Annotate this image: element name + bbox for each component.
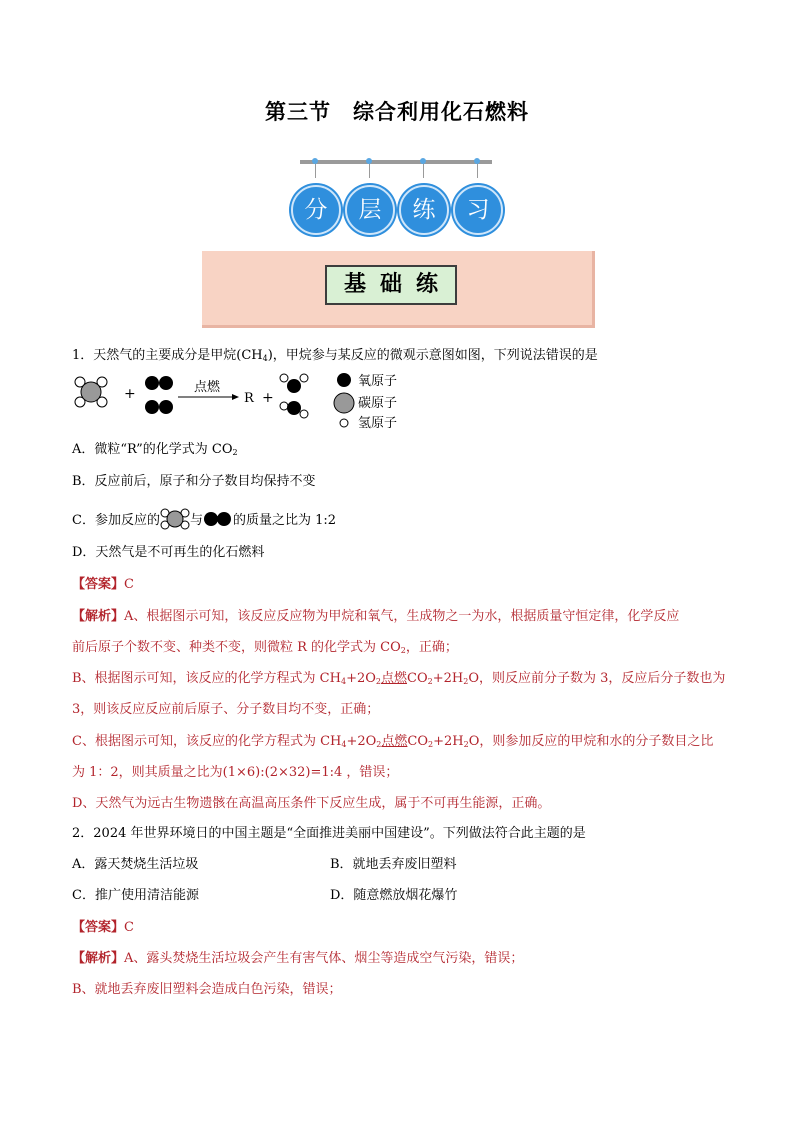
legend-hydrogen: 氢原子 <box>358 416 398 431</box>
section-banner-label: 基础练 <box>325 265 457 305</box>
methane-inline-icon <box>160 508 190 530</box>
q2-option-c: C．推广使用清洁能源 <box>72 888 199 903</box>
badge-pin <box>420 158 426 164</box>
badge-char: 层 <box>345 185 395 235</box>
q1-option-a: A．微粒“R”的化学式为 $CO_2$ <box>72 442 238 457</box>
q1-analysis-b1: B、根据图示可知，该反应的化学方程式为 $CH_4+2O_2$点燃$CO_2+2H_2O$，则反应前分子数为 3，反应后分子数也为 <box>72 671 726 686</box>
title-section: 第三节 <box>265 100 331 124</box>
plus-sign: + <box>262 390 274 406</box>
reaction-diagram <box>72 370 412 434</box>
legend-carbon: 碳原子 <box>358 396 398 411</box>
badge-string <box>315 162 316 178</box>
water-molecules <box>280 374 308 418</box>
q1-option-c: C．参加反应的 与 的质量之比为 1:2 <box>72 508 336 531</box>
badge-hanger-bar <box>300 160 492 164</box>
q1-analysis-c1: C、根据图示可知，该反应的化学方程式为 $CH_4+2O_2$点燃$CO_2+2H_2O$，则参加反应的甲烷和水的分子数目之比 <box>72 734 714 749</box>
badge-char: 练 <box>399 185 449 235</box>
title-topic: 综合利用化石燃料 <box>353 100 529 124</box>
q1-analysis-a1: 【解析】A、根据图示可知，该反应反应物为甲烷和氧气，生成物之一为水，根据质量守恒定律，化学反应 <box>72 609 680 624</box>
oxygen-molecules <box>145 376 173 414</box>
badge-pin <box>474 158 480 164</box>
q1-analysis-c2: 为 1：2，则其质量之比为(1×6):(2×32)=1:4 ，错误； <box>72 765 399 780</box>
oxygen-atom-icon <box>337 373 351 387</box>
q1-answer: 【答案】C <box>72 577 134 592</box>
q2-analysis-b1: B、就地丢弃废旧塑料会造成白色污染，错误； <box>72 982 342 997</box>
badge-string <box>423 162 424 178</box>
badge-pin <box>312 158 318 164</box>
arrow-label: 点燃 <box>194 380 221 395</box>
q2-option-d: D．随意燃放烟花爆竹 <box>330 888 458 903</box>
q1-analysis-a2: 前后原子个数不变、种类不变，则微粒 R 的化学式为 $CO_2$，正确； <box>72 640 458 655</box>
q2-analysis-a1: 【解析】A、露头焚烧生活垃圾会产生有害气体、烟尘等造成空气污染，错误； <box>72 951 524 966</box>
badge-char: 习 <box>453 185 503 235</box>
q2-stem: 2．2024 年世界环境日的中国主题是“全面推进美丽中国建设”。下列做法符合此主题的是 <box>72 826 586 841</box>
methane-molecule <box>75 377 107 407</box>
legend-oxygen: 氧原子 <box>358 374 398 389</box>
product-R: R <box>244 391 254 406</box>
q2-answer: 【答案】C <box>72 920 134 935</box>
q1-option-b: B．反应前后，原子和分子数目均保持不变 <box>72 474 316 489</box>
q1-option-d: D．天然气是不可再生的化石燃料 <box>72 545 265 560</box>
oxygen-inline-icon <box>203 511 233 527</box>
q2-option-a: A．露天焚烧生活垃圾 <box>72 857 199 872</box>
q1-analysis-b2: 3，则该反应反应前后原子、分子数目均不变，正确； <box>72 702 380 717</box>
hydrogen-atom-icon <box>340 419 348 427</box>
page-title <box>0 96 794 126</box>
q1-analysis-d1: D、天然气为远古生物遗骸在高温高压条件下反应生成，属于不可再生能源，正确。 <box>72 796 551 811</box>
badge-char: 分 <box>291 185 341 235</box>
q1-stem: 1．天然气的主要成分是甲烷$(CH_4)$，甲烷参与某反应的微观示意图如图，下列说法错误的是 <box>72 348 598 363</box>
carbon-atom-icon <box>334 393 354 413</box>
badge-string <box>477 162 478 178</box>
badge-pin <box>366 158 372 164</box>
badge-string <box>369 162 370 178</box>
q2-option-b: B．就地丢弃废旧塑料 <box>330 857 457 872</box>
plus-sign: + <box>124 386 136 402</box>
